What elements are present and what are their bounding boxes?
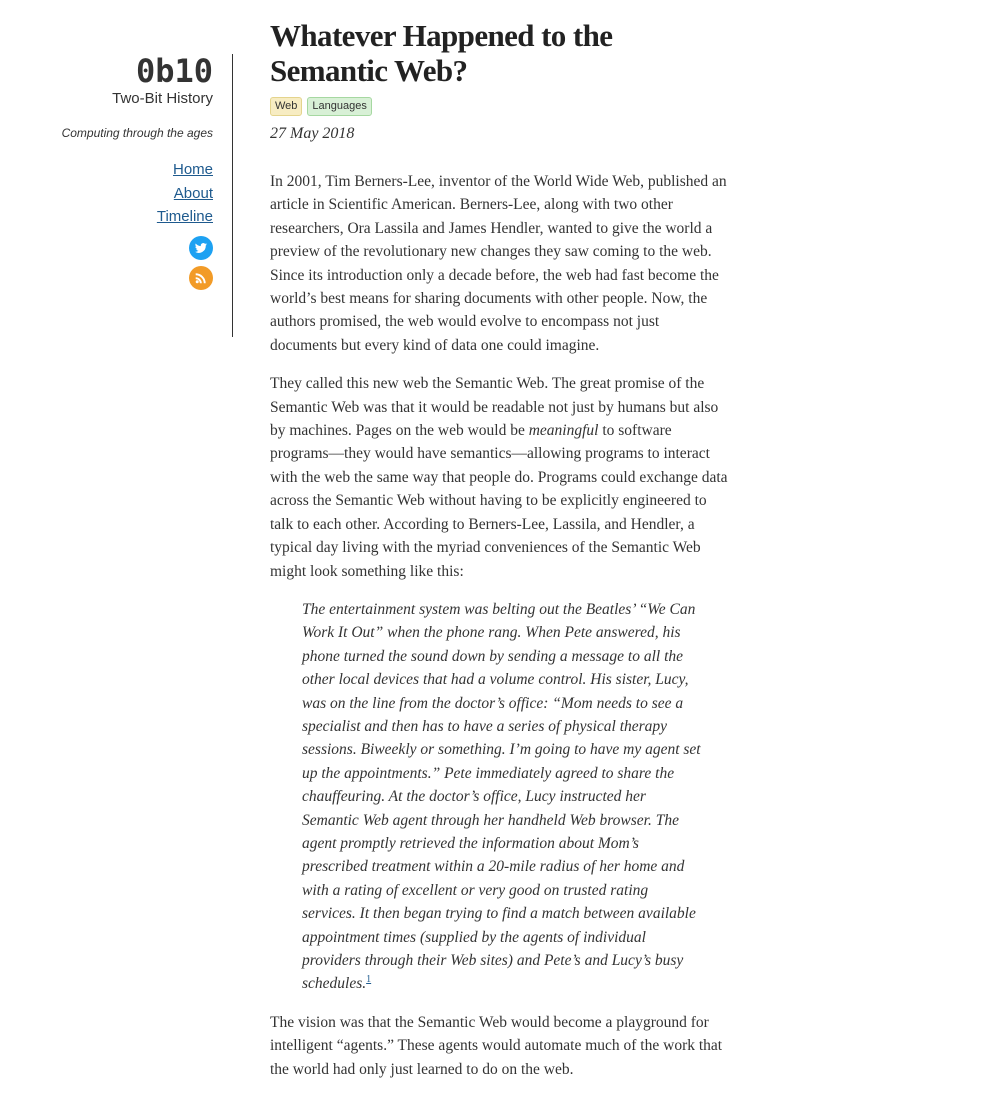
nav-timeline-link[interactable]: Timeline [156,208,213,225]
site-name: Two-Bit History [112,90,213,107]
social-links [60,236,213,290]
paragraph-agents: The vision was that the Semantic Web would become a playground for intelligent “agents.” These agents would automate much of the work that the world had only just learned to do on the web. [270,1013,723,1078]
post-title: Whatever Happened to the Semantic Web? [270,18,613,88]
tag-languages[interactable]: Languages [307,97,371,116]
post-date: 27 May 2018 [270,125,355,142]
post-body [270,170,728,1081]
paragraph-text: They called this new web the Semantic Web. The great promise of the Semantic Web was that it would be readable not just by humans but also by machines. Pages on the web would be [270,375,719,440]
nav-home-link[interactable]: Home [172,161,213,178]
site-logo[interactable]: 0b10 [135,52,213,90]
site-nav [60,158,213,229]
tag-web[interactable]: Web [270,97,302,116]
paragraph-semantic-web [270,372,728,583]
emphasis-meaningful: meaningful [528,422,599,440]
paragraph-intro: In 2001, Tim Berners-Lee, inventor of the World Wide Web, published an article in Scientific American. Berners-Lee, along with two other researchers, Ora Lassila and James Hendler, wanted to give the world a preview of the revolutionary new changes they saw coming to the web. Since its introduction only a decade before, the web had fast become the world’s best means for sharing documents with other people. Now, the authors promised, the web would evolve to encompass not just documents but every kind of data one could imagine. [270,173,727,354]
footnote-link[interactable]: 1 [366,974,372,986]
nav-about-link[interactable]: About [173,184,213,202]
block-quote [270,598,728,996]
paragraph-text: to software programs—they would have semantics—allowing programs to interact with the web the same way that people do. Programs could exchange data across the Semantic Web without having to be explicitly engineered to talk to each other. According to Berners-Lee, Lassila, and Hendler, a typical day living with the myriad conveniences of the Semantic Web might look something like this: [270,422,728,580]
sidebar [60,54,233,337]
twitter-icon[interactable] [189,236,213,260]
post-content [270,18,728,1096]
site-tagline: Computing through the ages [61,126,213,140]
post-tags [270,96,728,115]
quote-text: The entertainment system was belting out the Beatles’ “We Can Work It Out” when the phone rang. When Pete answered, his phone turned the sound down by sending a message to all the other local devices that had a volume control. His sister, Lucy, was on the line from the doctor’s office: “Mom needs to see a specialist and then has to have a series of physical therapy sessions. Biweekly or something. I’m going to have my agent set up the appointments.” Pete immediately agreed to share the chauffeuring. At the doctor’s office, Lucy instructed her Semantic Web agent through her handheld Web browser. The agent promptly retrieved the information about Mom’s prescribed treatment within a 20-mile radius of her home and with a rating of excellent or very good on trusted rating services. It then began trying to find a match between available appointment times (supplied by the agents of individual providers through their Web sites) and Pete’s and Lucy’s busy schedules. [302,600,701,993]
rss-icon[interactable] [189,266,213,290]
